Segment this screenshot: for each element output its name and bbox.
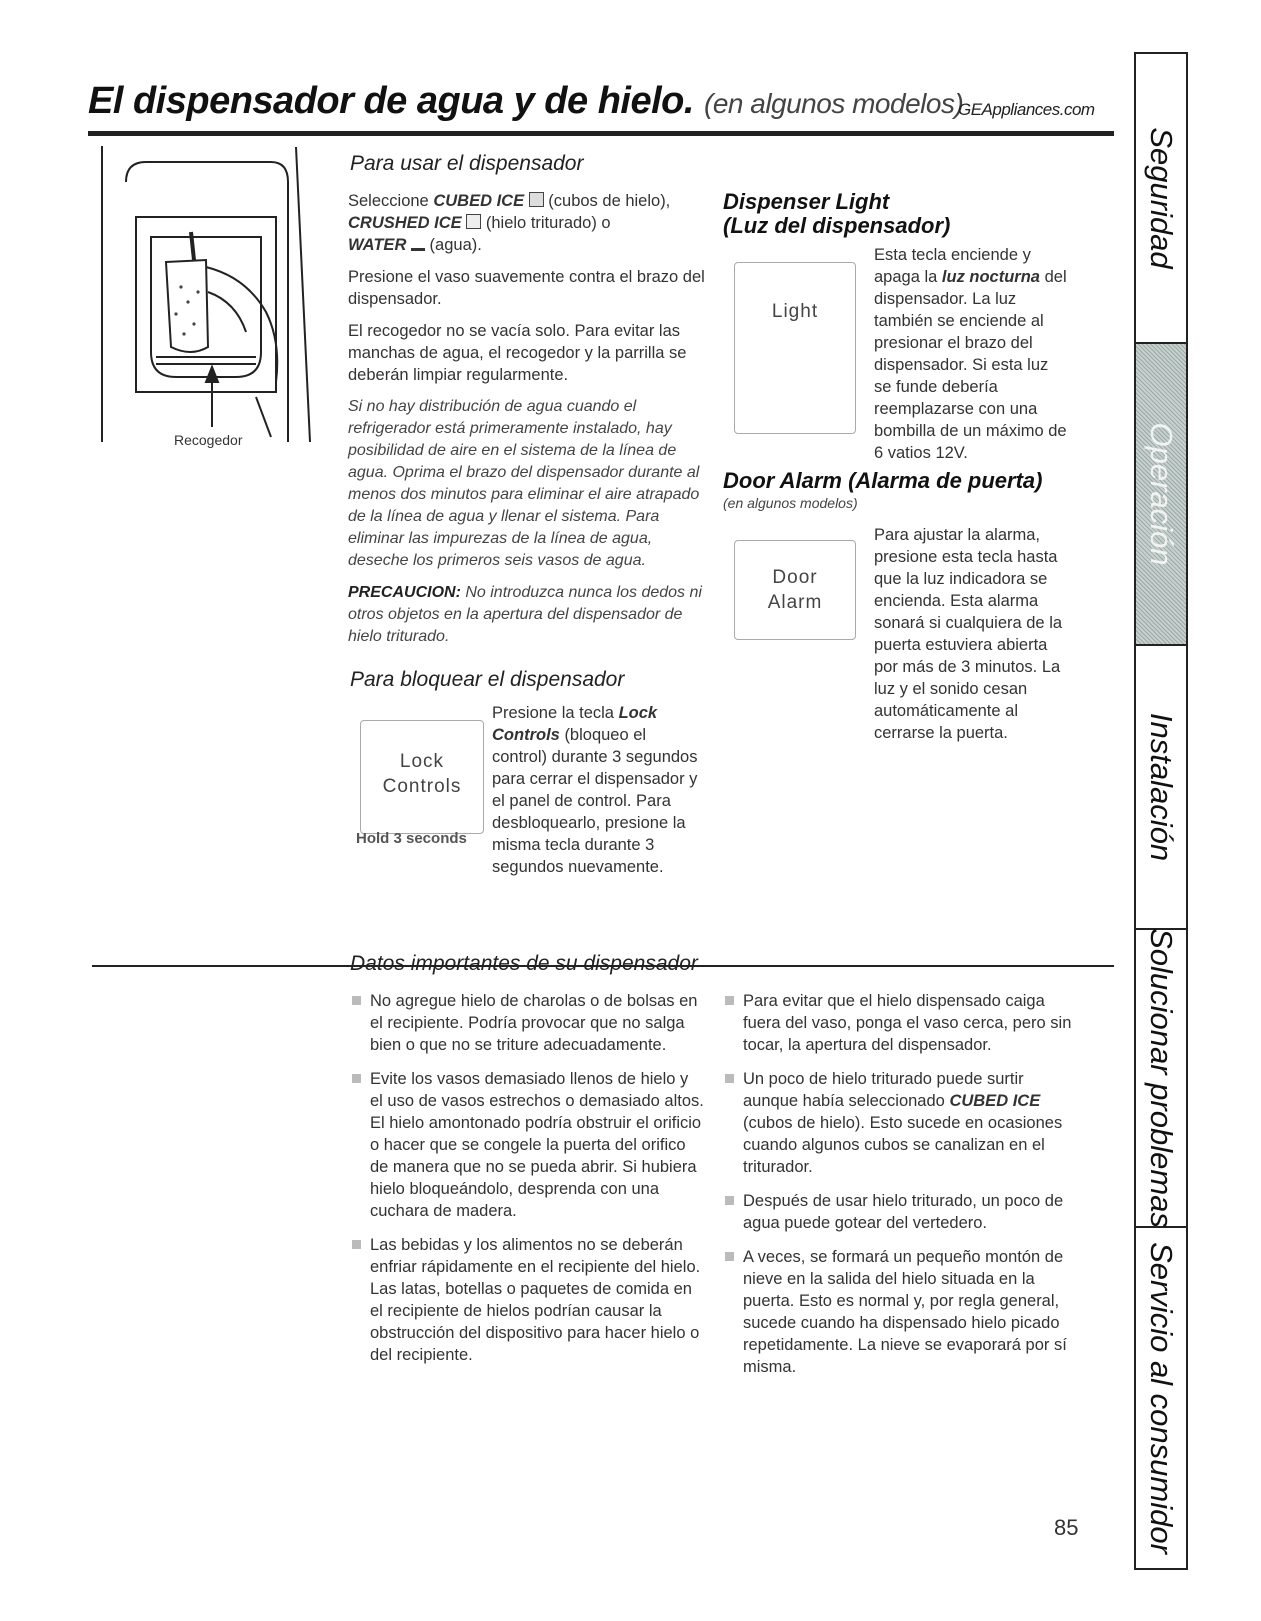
lock-key-line2: Controls — [382, 776, 462, 797]
tab-solucionar-problemas[interactable]: Solucionar problemas — [1136, 930, 1186, 1228]
list-item: Después de usar hielo triturado, un poco de agua puede gotear del vertedero. — [723, 1190, 1073, 1234]
crushed-ice-icon — [466, 214, 481, 229]
tray-paragraph: El recogedor no se vacía solo. Para evitar las manchas de agua, el recogedor y la parrilla se deberán limpiar regularmente. — [348, 322, 687, 384]
light-heading: Dispenser Light (Luz del dispensador) — [723, 189, 951, 238]
lock-heading: Para bloquear el dispensador — [350, 668, 625, 691]
bullet-icon — [352, 1074, 361, 1083]
section-tabs — [1134, 52, 1188, 1570]
cubed-ice-icon — [529, 192, 544, 207]
select-paragraph: Seleccione CUBED ICE (cubos de hielo), CRUSHED ICE (hielo triturado) o WATER (agua). — [348, 192, 671, 254]
illustration-caption: Recogedor — [174, 432, 243, 448]
list-item: A veces, se formará un pequeño montón de nieve en la salida del hielo situada en la puerta. Esto es normal y, por regla general, sucede cuando ha dispensado hielo picado repetidamente. La nieve se evaporará por sí misma. — [723, 1246, 1073, 1378]
air-paragraph: Si no hay distribución de agua cuando el refrigerador está primeramente instalado, hay posibilidad de aire en el sistema de la línea de agua. Oprima el brazo del dispensador durante al menos dos minutos para eliminar el aire atrapado de la línea de agua y llenar el sistema. Para eliminar las impurezas de la línea de agua, deseche los primeros seis vasos de agua. — [348, 398, 700, 569]
title-subtitle: (en algunos modelos) — [704, 88, 964, 119]
tab-instalacion[interactable]: Instalación — [1136, 646, 1186, 930]
press-paragraph: Presione el vaso suavemente contra el brazo del dispensador. — [348, 268, 705, 308]
light-paragraph: Esta tecla enciende y apaga la luz nocturna del dispensador. La luz también se enciende al presionar el brazo del dispensador. Si esta luz se funde debería reemplazarse con una bombilla de un máximo de 6 vatios 12V. — [874, 246, 1067, 462]
water-icon — [411, 236, 425, 251]
page-number: 85 — [1054, 1515, 1079, 1540]
bullet-icon — [725, 1252, 734, 1261]
lock-paragraph: Presione la tecla Lock Controls (bloqueo el control) durante 3 segundos para cerrar el dispensador y el panel de control. Para desbloquearlo, presione la misma tecla durante 3 segundos nuevamente. — [492, 704, 698, 876]
alarm-subheading: (en algunos modelos) — [723, 495, 858, 511]
lock-key-name: Lock Controls — [492, 704, 658, 744]
hold-label: Hold 3 seconds — [356, 830, 467, 847]
alarm-paragraph: Para ajustar la alarma, presione esta tecla hasta que la luz indicadora se encienda. Esta alarma sonará si cualquiera de la puerta estuviera abierta por más de 3 minutos. La luz y el sonido cesan automáticamente al cerrarse la puerta. — [874, 526, 1063, 742]
page-title — [88, 80, 963, 123]
door-alarm-key[interactable]: Door Alarm — [734, 540, 856, 640]
list-item: Para evitar que el hielo dispensado caiga fuera del vaso, ponga el vaso cerca, pero sin tocar, la apertura del dispensador. — [723, 990, 1073, 1056]
tab-servicio-al-consumidor[interactable]: Servicio al consumidor — [1144, 1242, 1179, 1554]
cubed-ice-label: CUBED ICE — [433, 192, 525, 210]
alarm-heading: Door Alarm (Alarma de puerta) — [723, 468, 1043, 493]
facts-left-column — [350, 990, 705, 1378]
header-divider — [88, 131, 1114, 136]
use-section — [348, 190, 708, 648]
list-item: Evite los vasos demasiado llenos de hielo y el uso de vasos estrechos o demasiado altos. El hielo amontonado podría obstruir el orificio o hacer que se congele la puerta del orifico de manera que no se pueda abrir. Si hubiera hielo bloqueándolo, desprenda con una cuchara de madera. — [350, 1068, 705, 1222]
light-key[interactable]: Light — [734, 262, 856, 434]
title-text: El dispensador de agua y de hielo. — [88, 80, 694, 122]
bullet-icon — [352, 996, 361, 1005]
water-label: WATER — [348, 236, 407, 254]
tab-operacion[interactable]: Operación — [1136, 344, 1186, 646]
cubed-ice-ref: CUBED ICE — [949, 1092, 1041, 1110]
lock-key-line1: Lock — [399, 751, 445, 772]
facts-heading: Datos importantes de su dispensador — [350, 952, 698, 975]
bullet-icon — [352, 1240, 361, 1249]
facts-right-column — [723, 990, 1073, 1390]
lock-controls-key[interactable] — [360, 720, 484, 834]
list-item: Las bebidas y los alimentos no se deberán enfriar rápidamente en el recipiente del hielo. Las latas, botellas o paquetes de comida en el recipiente de hielos podrían causar la obstrucción del dispositivo para hacer hielo o del recipiente. — [350, 1234, 705, 1366]
list-item: Un poco de hielo triturado puede surtir aunque había seleccionado CUBED ICE (cubos de hielo). Esto sucede en ocasiones cuando algunos cubos se canalizan en el triturador. — [723, 1068, 1073, 1178]
use-heading: Para usar el dispensador — [350, 152, 584, 175]
crushed-ice-label: CRUSHED ICE — [348, 214, 462, 232]
caution-paragraph: PRECAUCION: No introduzca nunca los dedos ni otros objetos en la apertura del dispensador de hielo triturado. — [348, 584, 702, 645]
list-item: No agregue hielo de charolas o de bolsas en el recipiente. Podría provocar que no salga bien o que no se triture adecuadamente. — [350, 990, 705, 1056]
tab-seguridad[interactable]: Seguridad — [1136, 54, 1186, 344]
caution-label: PRECAUCION: — [348, 584, 461, 601]
bullet-icon — [725, 1074, 734, 1083]
website-link[interactable]: GEAppliances.com — [958, 100, 1095, 119]
dispenser-illustration — [96, 142, 324, 448]
bullet-icon — [725, 1196, 734, 1205]
night-light-label: luz nocturna — [941, 268, 1040, 286]
bullet-icon — [725, 996, 734, 1005]
